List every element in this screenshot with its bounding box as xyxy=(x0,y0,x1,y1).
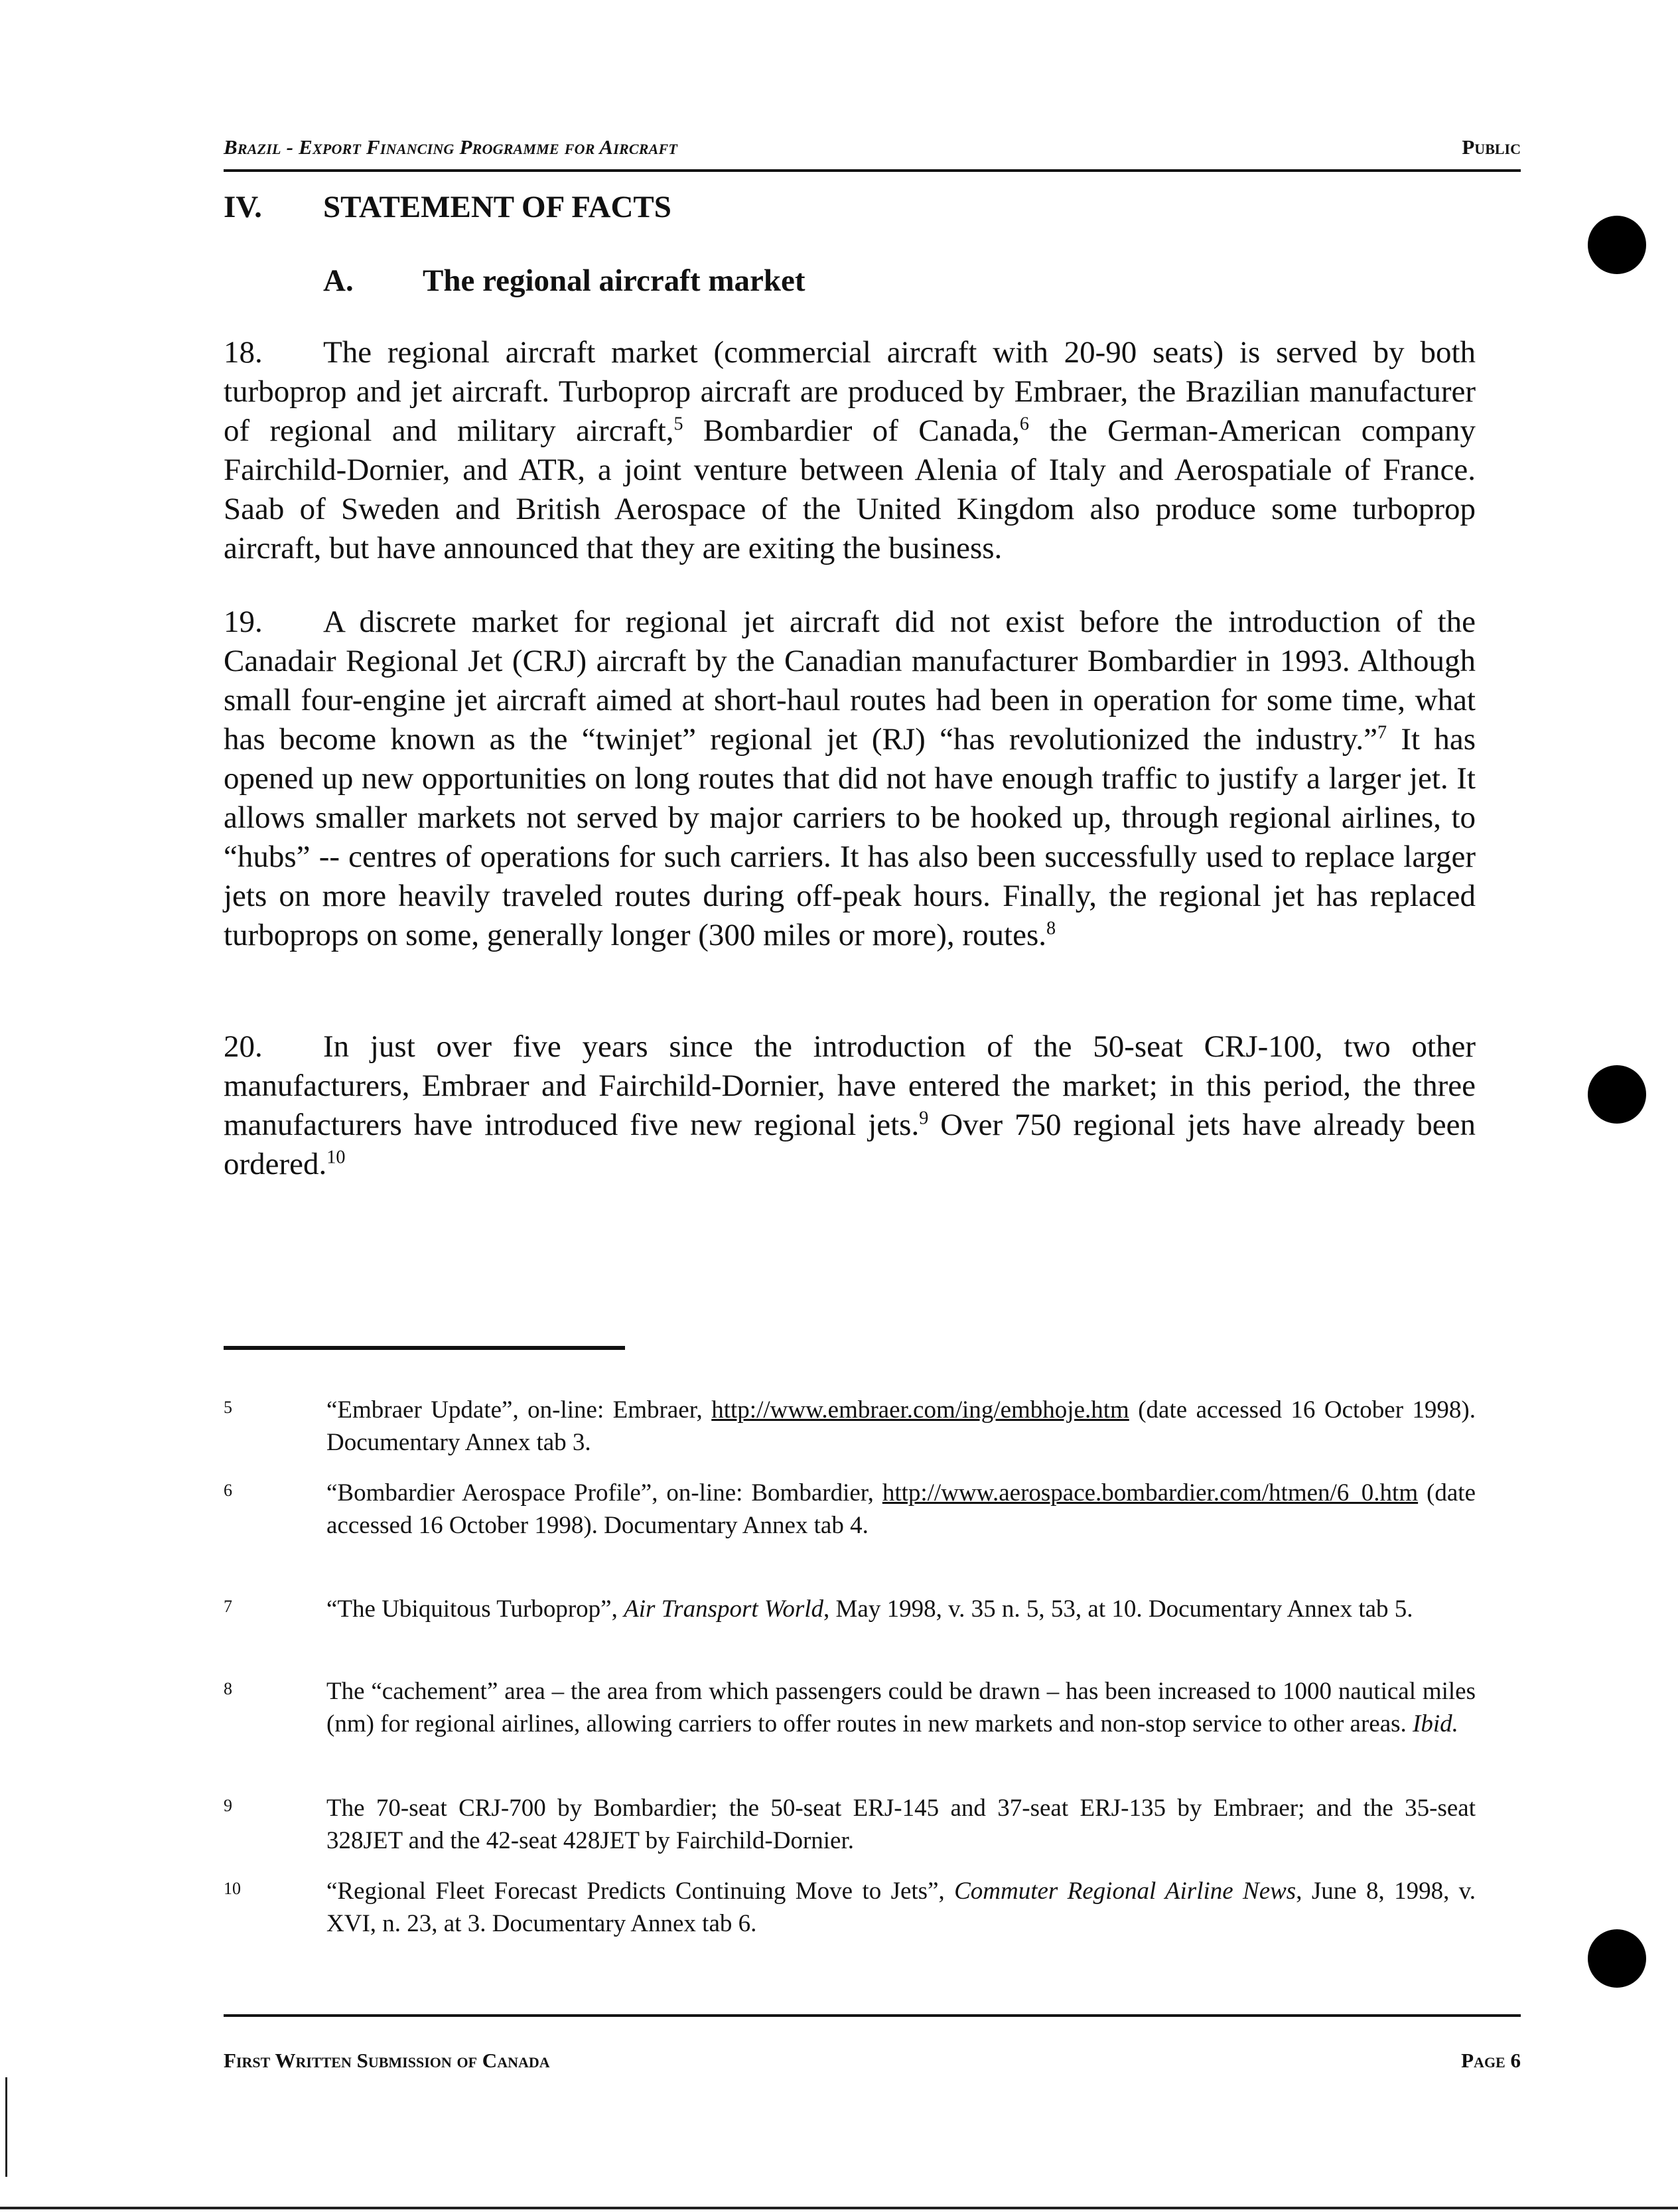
footnote-ibid: Ibid. xyxy=(1413,1710,1458,1737)
paragraph-text: Over 750 regional jets have already been ordered. xyxy=(224,1108,1476,1181)
paragraph-text: It has opened up new opportunities on long routes that did not have enough traffic to justify a larger jet. It allows smaller markets not served by major carriers to be hooked up, through regional airlines, to “hubs” -- centres of operations for such carriers. It has also been successfully used to replace larger jets on more heavily traveled routes during off-peak hours. Finally, the regional jet has replaced turboprops on some, generally longer (300 miles or more), routes. xyxy=(224,722,1476,952)
footnote-text: “Bombardier Aerospace Profile”, on-line: Bombardier, xyxy=(326,1479,882,1507)
footnote-ref: 10 xyxy=(326,1147,346,1168)
footnote-link[interactable]: http://www.aerospace.bombardier.com/htmen/6_0.htm xyxy=(882,1479,1419,1507)
footnote-ref: 8 xyxy=(1046,918,1056,939)
footnote-text: The “cachement” area – the area from which passengers could be drawn – has been increased to 1000 nautical miles (nm) for regional airlines, allowing carriers to offer routes in new markets and non-stop service to other areas. xyxy=(326,1678,1476,1737)
page-number: Page 6 xyxy=(1461,2049,1521,2072)
page-header xyxy=(224,126,1521,159)
paragraph-text: the German-American company Fairchild-Dornier, and ATR, a joint venture between Alenia of Italy and Aerospatiale of France. Saab of Sweden and British Aerospace of the United Kingdom also produce some turboprop aircraft, but have announced that they are exiting the business. xyxy=(224,413,1476,565)
footnote-ref: 5 xyxy=(673,413,683,435)
footnote-text: “Embraer Update”, on-line: Embraer, xyxy=(326,1396,712,1424)
footnote-publication: Commuter Regional Airline News xyxy=(954,1878,1296,1905)
scan-edge-left xyxy=(5,2077,7,2177)
scan-edge-bottom xyxy=(0,2207,1678,2209)
footnote-10 xyxy=(224,1875,1476,1940)
footnote-5 xyxy=(224,1394,1476,1459)
footnote-separator xyxy=(224,1346,625,1350)
footnote-text: The 70-seat CRJ-700 by Bombardier; the 50-seat ERJ-145 and 37-seat ERJ-135 by Embraer; and the 35-seat 328JET and the 42-seat 428JET by Fairchild-Dornier. xyxy=(326,1795,1476,1854)
footnote-text: “Regional Fleet Forecast Predicts Continuing Move to Jets”, xyxy=(326,1878,955,1905)
section-title: STATEMENT OF FACTS xyxy=(323,190,671,224)
footnote-number: 5 xyxy=(224,1398,232,1417)
footnote-link[interactable]: http://www.embraer.com/ing/embhoje.htm xyxy=(711,1396,1129,1424)
punch-hole-bottom xyxy=(1588,1929,1646,1988)
footnote-text: “The Ubiquitous Turboprop”, xyxy=(326,1595,624,1623)
paragraph-18 xyxy=(224,333,1476,568)
footnote-text: , May 1998, v. 35 n. 5, 53, at 10. Documentary Annex tab 5. xyxy=(823,1595,1413,1623)
paragraph-number: 19. xyxy=(224,605,263,639)
paragraph-text: A discrete market for regional jet aircraft did not exist before the introduction of the Canadair Regional Jet (CRJ) aircraft by the Canadian manufacturer Bombardier in 1993. Although small four-engine jet aircraft aimed at short-haul routes had been in operation for some time, what has become known as the “twinjet” regional jet (RJ) “has revolutionized the industry.” xyxy=(224,605,1476,757)
footnote-8 xyxy=(224,1675,1476,1740)
header-rule xyxy=(224,169,1521,172)
footnote-ref: 9 xyxy=(919,1108,929,1129)
paragraph-19 xyxy=(224,603,1476,955)
paragraph-text: Bombardier of Canada, xyxy=(683,413,1020,448)
subsection-label: A. xyxy=(323,263,354,298)
header-classification: Public xyxy=(1462,135,1521,159)
footnote-ref: 6 xyxy=(1019,413,1029,435)
footnote-number: 9 xyxy=(224,1796,232,1815)
footnote-publication: Air Transport World xyxy=(624,1595,824,1623)
paragraph-text: In just over five years since the introduction of the 50-seat CRJ-100, two other manufacturers, Embraer and Fairchild-Dornier, have entered the market; in this period, the three manufacturers have introduced five new regional jets. xyxy=(224,1029,1476,1142)
footnote-text: (date accessed 16 October 1998). Documentary Annex tab 4. xyxy=(326,1479,1476,1539)
footnote-6 xyxy=(224,1477,1476,1542)
footnote-text: , June 8, 1998, v. XVI, n. 23, at 3. Documentary Annex tab 6. xyxy=(326,1878,1476,1937)
paragraph-number: 20. xyxy=(224,1029,263,1064)
page-footer xyxy=(224,2049,1521,2073)
footer-title: First Written Submission of Canada xyxy=(224,2049,550,2072)
footnote-9 xyxy=(224,1792,1476,1857)
paragraph-text: The regional aircraft market (commercial aircraft with 20-90 seats) is served by both turboprop and jet aircraft. Turboprop aircraft are produced by Embraer, the Brazilian manufacturer of regional and military aircraft, xyxy=(224,335,1476,448)
paragraph-20 xyxy=(224,1027,1476,1184)
subsection-title: The regional aircraft market xyxy=(423,263,805,298)
footnote-number: 8 xyxy=(224,1679,232,1698)
punch-hole-top xyxy=(1588,216,1646,274)
footnote-number: 10 xyxy=(224,1879,241,1898)
footnote-ref: 7 xyxy=(1377,722,1387,743)
footnote-number: 7 xyxy=(224,1597,232,1616)
footnote-text: (date accessed 16 October 1998). Documentary Annex tab 3. xyxy=(326,1396,1476,1456)
paragraph-number: 18. xyxy=(224,335,263,370)
footnote-number: 6 xyxy=(224,1481,232,1500)
footnote-7 xyxy=(224,1593,1476,1625)
header-title: Brazil - Export Financing Programme for Aircraft xyxy=(224,135,678,159)
footer-rule xyxy=(224,2014,1521,2017)
punch-hole-middle xyxy=(1588,1065,1646,1124)
section-number: IV. xyxy=(224,190,262,224)
